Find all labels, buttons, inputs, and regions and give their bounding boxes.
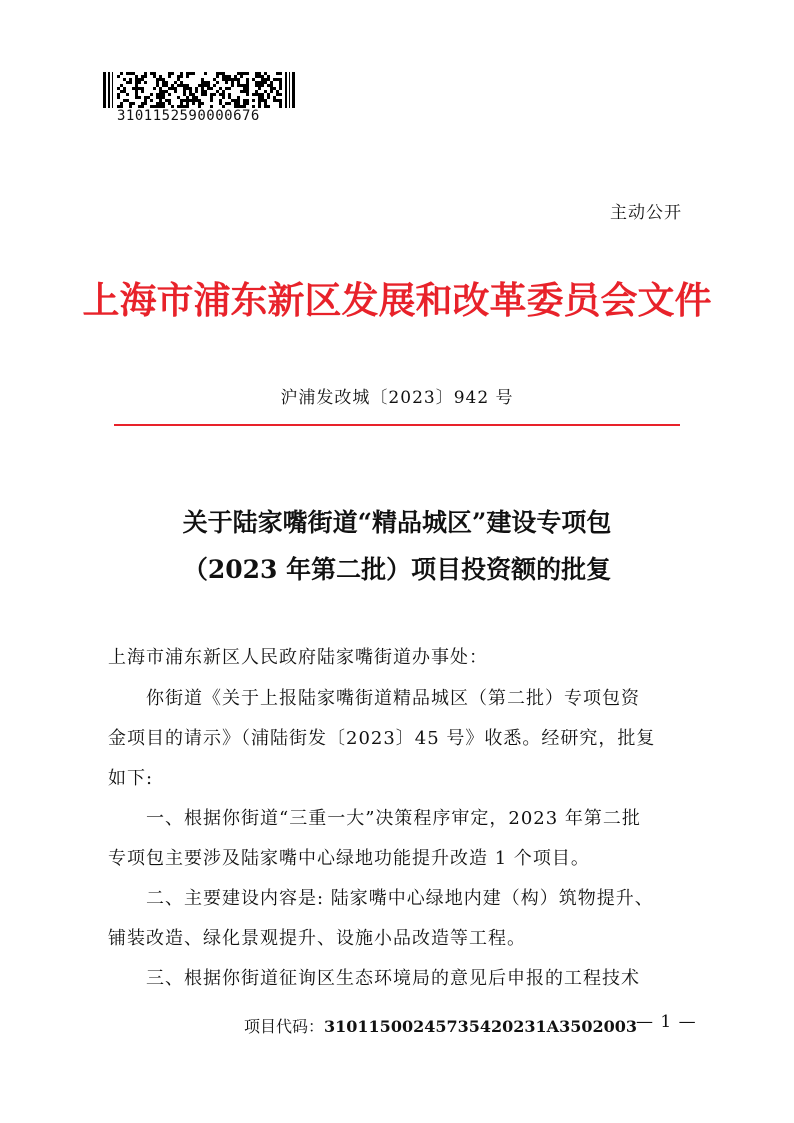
body-line: 专项包主要涉及陆家嘴中心绿地功能提升改造 1 个项目。 — [108, 848, 590, 869]
project-code — [244, 1014, 637, 1037]
document-number: 沪浦发改城〔2023〕942 号 — [280, 388, 514, 408]
barcode-number: 3101152590000676 — [117, 108, 260, 124]
body-line: 你街道《关于上报陆家嘴街道精品城区（第二批）专项包资 — [146, 688, 640, 709]
body-line: 二、主要建设内容是: 陆家嘴中心绿地内建（构）筑物提升、 — [146, 888, 654, 909]
project-code-label: 项目代码： — [244, 1017, 325, 1036]
publicity-label: 主动公开 — [610, 203, 682, 223]
body-line: 三、根据你街道征询区生态环境局的意见后申报的工程技术 — [146, 968, 640, 989]
recipient: 上海市浦东新区人民政府陆家嘴街道办事处： — [108, 647, 488, 668]
barcode-image — [103, 72, 297, 108]
body-line: 铺装改造、绿化景观提升、设施小品改造等工程。 — [108, 928, 526, 949]
project-code-value: 31011500245735420231A3502003 — [324, 1017, 638, 1036]
body-line: 金项目的请示》（浦陆街发〔2023〕45 号》收悉。经研究，批复 — [108, 728, 656, 749]
red-divider-line — [114, 424, 680, 426]
document-title-line-1: 关于陆家嘴街道“精品城区”建设专项包 — [182, 508, 612, 537]
body-line: 如下: — [108, 768, 154, 789]
page-number: — 1 — — [636, 1012, 697, 1032]
masthead-title: 上海市浦东新区发展和改革委员会文件 — [82, 278, 712, 322]
body-line: 一、根据你街道“三重一大”决策程序审定，2023 年第二批 — [146, 808, 641, 829]
document-title-line-2: （2023 年第二批）项目投资额的批复 — [182, 555, 612, 584]
